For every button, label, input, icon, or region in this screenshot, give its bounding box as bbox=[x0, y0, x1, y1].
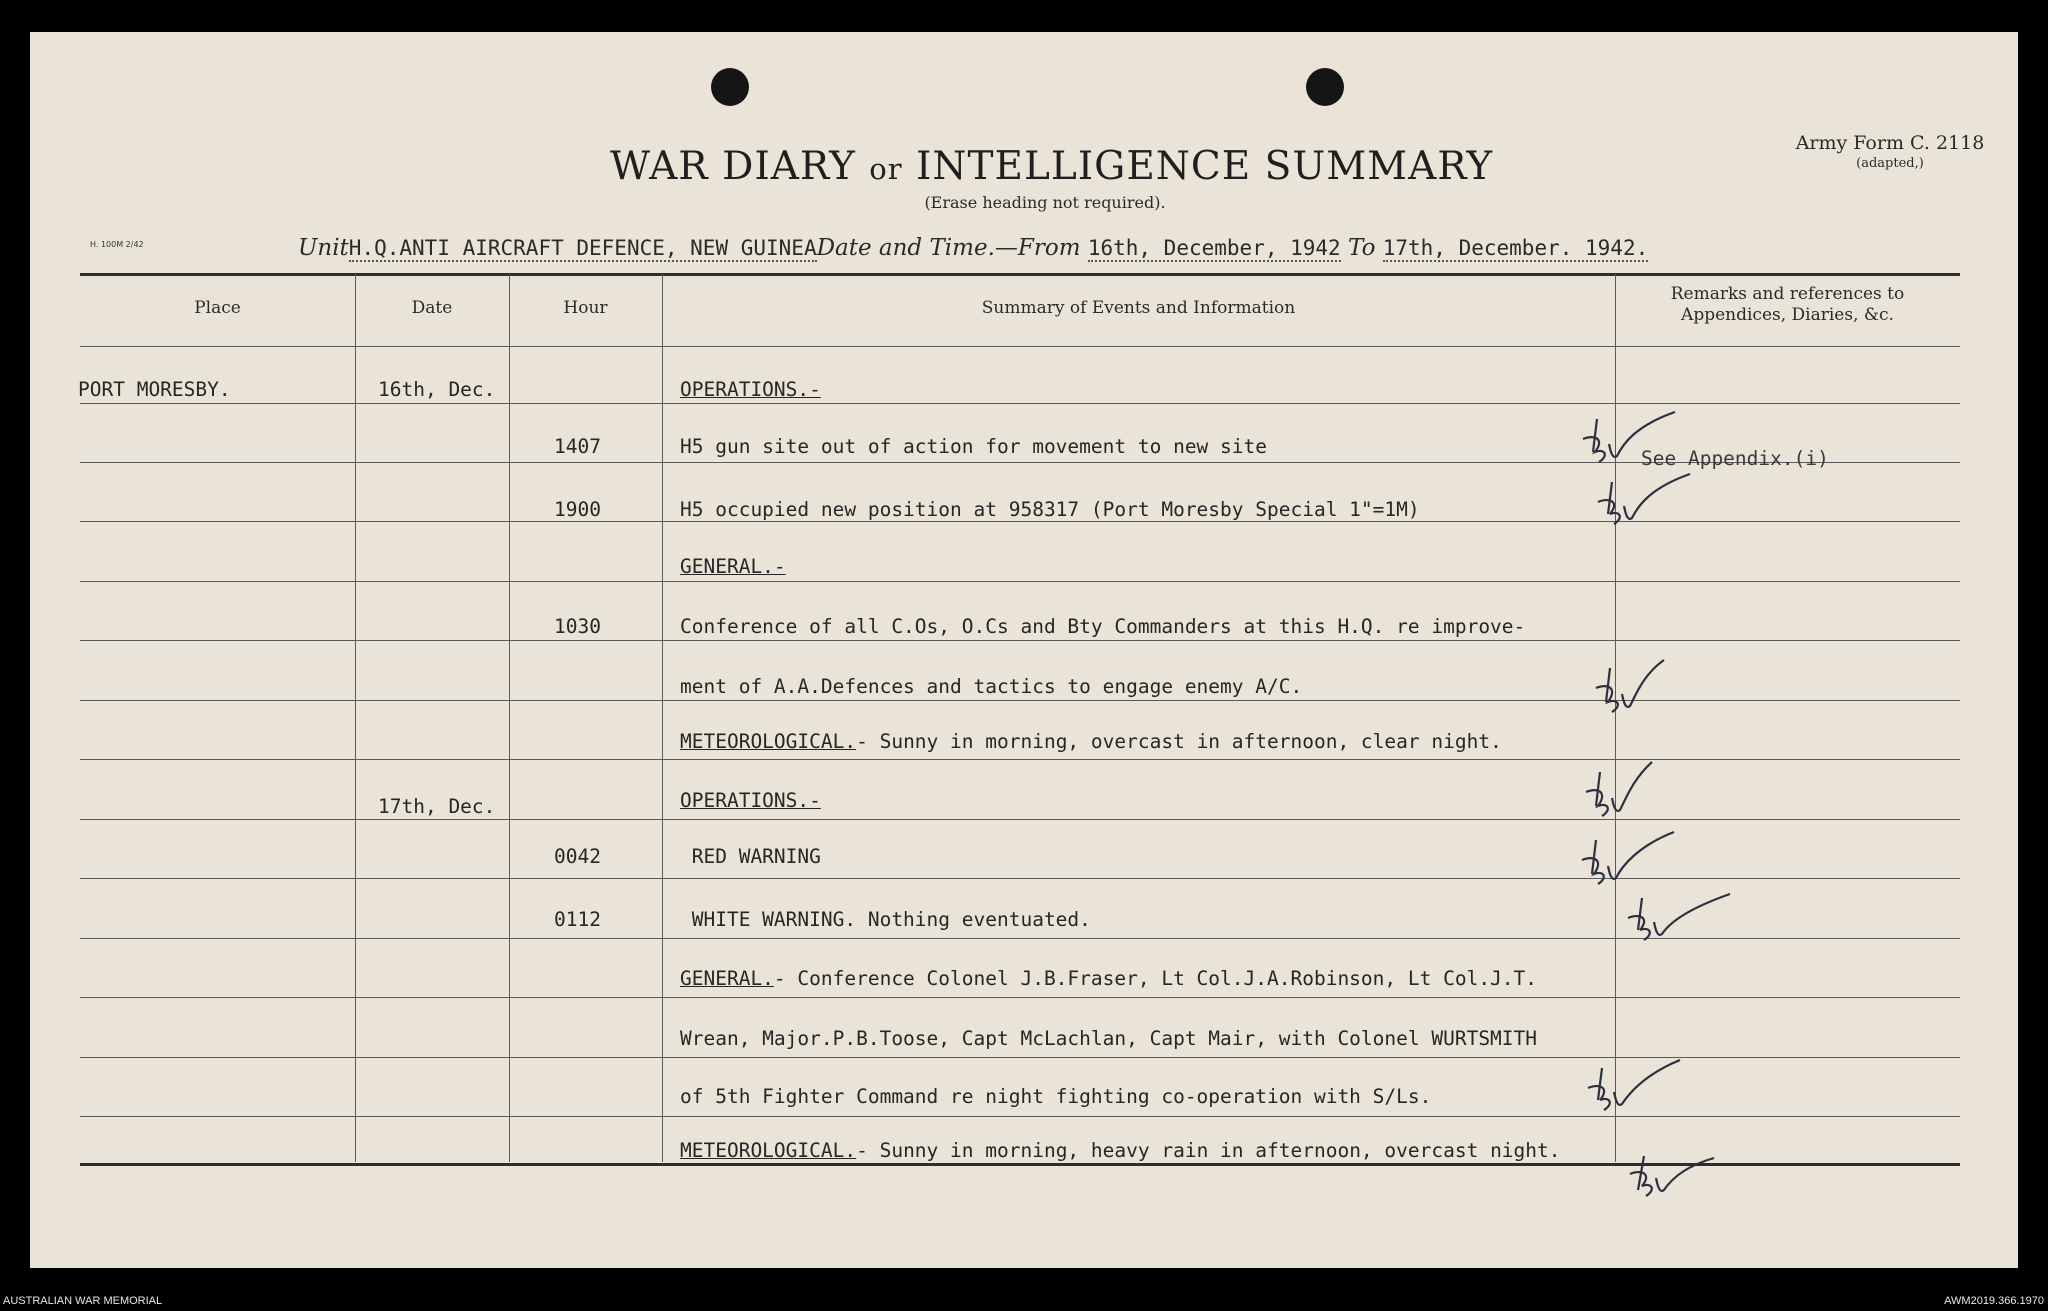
entry-hour: 1407 bbox=[554, 435, 601, 458]
punch-hole-left bbox=[711, 68, 749, 106]
title-war-diary: WAR DIARY bbox=[610, 144, 856, 189]
entry-text: - Sunny in morning, overcast in afternoon, clear night. bbox=[856, 730, 1502, 753]
footer-institution: AUSTRALIAN WAR MEMORIAL bbox=[3, 1295, 163, 1307]
page-subtitle: (Erase heading not required). bbox=[924, 193, 1166, 212]
column-divider-place-date bbox=[355, 274, 356, 1162]
entry-heading: OPERATIONS.- bbox=[680, 378, 821, 401]
date-time-label: Date and Time.—From bbox=[816, 235, 1081, 261]
table-top-rule bbox=[80, 273, 1960, 276]
entry-text: - Conference Colonel J.B.Fraser, Lt Col.J.A.Robinson, Lt Col.J.T. bbox=[773, 967, 1538, 990]
column-header-hour: Hour bbox=[563, 298, 608, 318]
from-date-value: 16th, December, 1942 bbox=[1087, 236, 1341, 260]
title-intelligence-summary: INTELLIGENCE SUMMARY bbox=[915, 144, 1494, 189]
handwritten-initial bbox=[1588, 646, 1698, 726]
entry-remark: See Appendix.(i) bbox=[1641, 447, 1829, 470]
column-header-summary: Summary of Events and Information bbox=[981, 298, 1296, 318]
entry-hour: 1900 bbox=[554, 498, 601, 521]
handwritten-initial bbox=[1590, 462, 1700, 542]
remarks-header-line-2: Appendices, Diaries, &c. bbox=[1681, 305, 1894, 325]
to-date-value: 17th, December. 1942. bbox=[1382, 236, 1649, 260]
entry-text: of 5th Fighter Command re night fighting co-operation with S/Ls. bbox=[680, 1085, 1432, 1108]
row-rule bbox=[80, 640, 1960, 641]
handwritten-initial bbox=[1622, 1128, 1732, 1208]
column-header-place: Place bbox=[194, 298, 241, 318]
entry-heading: METEOROLOGICAL. bbox=[680, 1139, 857, 1162]
entry-heading: GENERAL. bbox=[680, 967, 774, 990]
unit-label: Unit bbox=[298, 235, 349, 261]
footer-catalog-id: AWM2019.366.1970 bbox=[1944, 1295, 2044, 1307]
handwritten-initial bbox=[1620, 874, 1730, 954]
entry-text: Wrean, Major.P.B.Toose, Capt McLachlan, Capt Mair, with Colonel WURTSMITH bbox=[680, 1027, 1538, 1050]
header-bottom-rule bbox=[80, 346, 1960, 347]
war-diary-page bbox=[30, 32, 2018, 1268]
entry-text: WHITE WARNING. Nothing eventuated. bbox=[680, 908, 1091, 931]
handwritten-initial bbox=[1580, 1044, 1690, 1124]
title-or: or bbox=[869, 152, 903, 186]
form-reference: H. 100M 2/42 bbox=[90, 240, 144, 249]
entry-text: - Sunny in morning, heavy rain in afternoon, overcast night. bbox=[856, 1139, 1561, 1162]
entry-heading: GENERAL.- bbox=[680, 555, 786, 578]
column-header-date: Date bbox=[411, 298, 453, 318]
entry-text: H5 occupied new position at 958317 (Port Moresby Special 1"=1M) bbox=[680, 498, 1420, 521]
page-title bbox=[610, 144, 1494, 189]
punch-hole-right bbox=[1306, 68, 1344, 106]
column-divider-hour-summary bbox=[662, 274, 663, 1162]
entry-place: PORT MORESBY. bbox=[78, 378, 231, 401]
army-form-number: Army Form C. 2118 bbox=[1795, 132, 1985, 154]
row-rule bbox=[80, 997, 1960, 998]
entry-text: Conference of all C.Os, O.Cs and Bty Commanders at this H.Q. re improve- bbox=[680, 615, 1526, 638]
to-label: To bbox=[1348, 235, 1376, 261]
entry-text: ment of A.A.Defences and tactics to engage enemy A/C. bbox=[680, 675, 1303, 698]
row-rule bbox=[80, 581, 1960, 582]
entry-date: 16th, Dec. bbox=[378, 378, 496, 401]
remarks-header-line-1: Remarks and references to bbox=[1670, 284, 1905, 304]
entry-text: RED WARNING bbox=[680, 845, 821, 868]
unit-value: H.Q.ANTI AIRCRAFT DEFENCE, NEW GUINEA bbox=[348, 236, 817, 260]
entry-hour: 0112 bbox=[554, 908, 601, 931]
entry-hour: 1030 bbox=[554, 615, 601, 638]
column-header-remarks bbox=[1615, 284, 1960, 326]
entry-heading: OPERATIONS.- bbox=[680, 789, 821, 812]
entry-text: H5 gun site out of action for movement to new site bbox=[680, 435, 1267, 458]
entry-heading: METEOROLOGICAL. bbox=[680, 730, 857, 753]
army-form-adapted: (adapted,) bbox=[1856, 156, 1924, 171]
army-form-label bbox=[1775, 132, 2005, 171]
column-divider-date-hour bbox=[509, 274, 510, 1162]
unit-date-line bbox=[298, 235, 1648, 262]
entry-date: 17th, Dec. bbox=[378, 795, 496, 818]
entry-hour: 0042 bbox=[554, 845, 601, 868]
